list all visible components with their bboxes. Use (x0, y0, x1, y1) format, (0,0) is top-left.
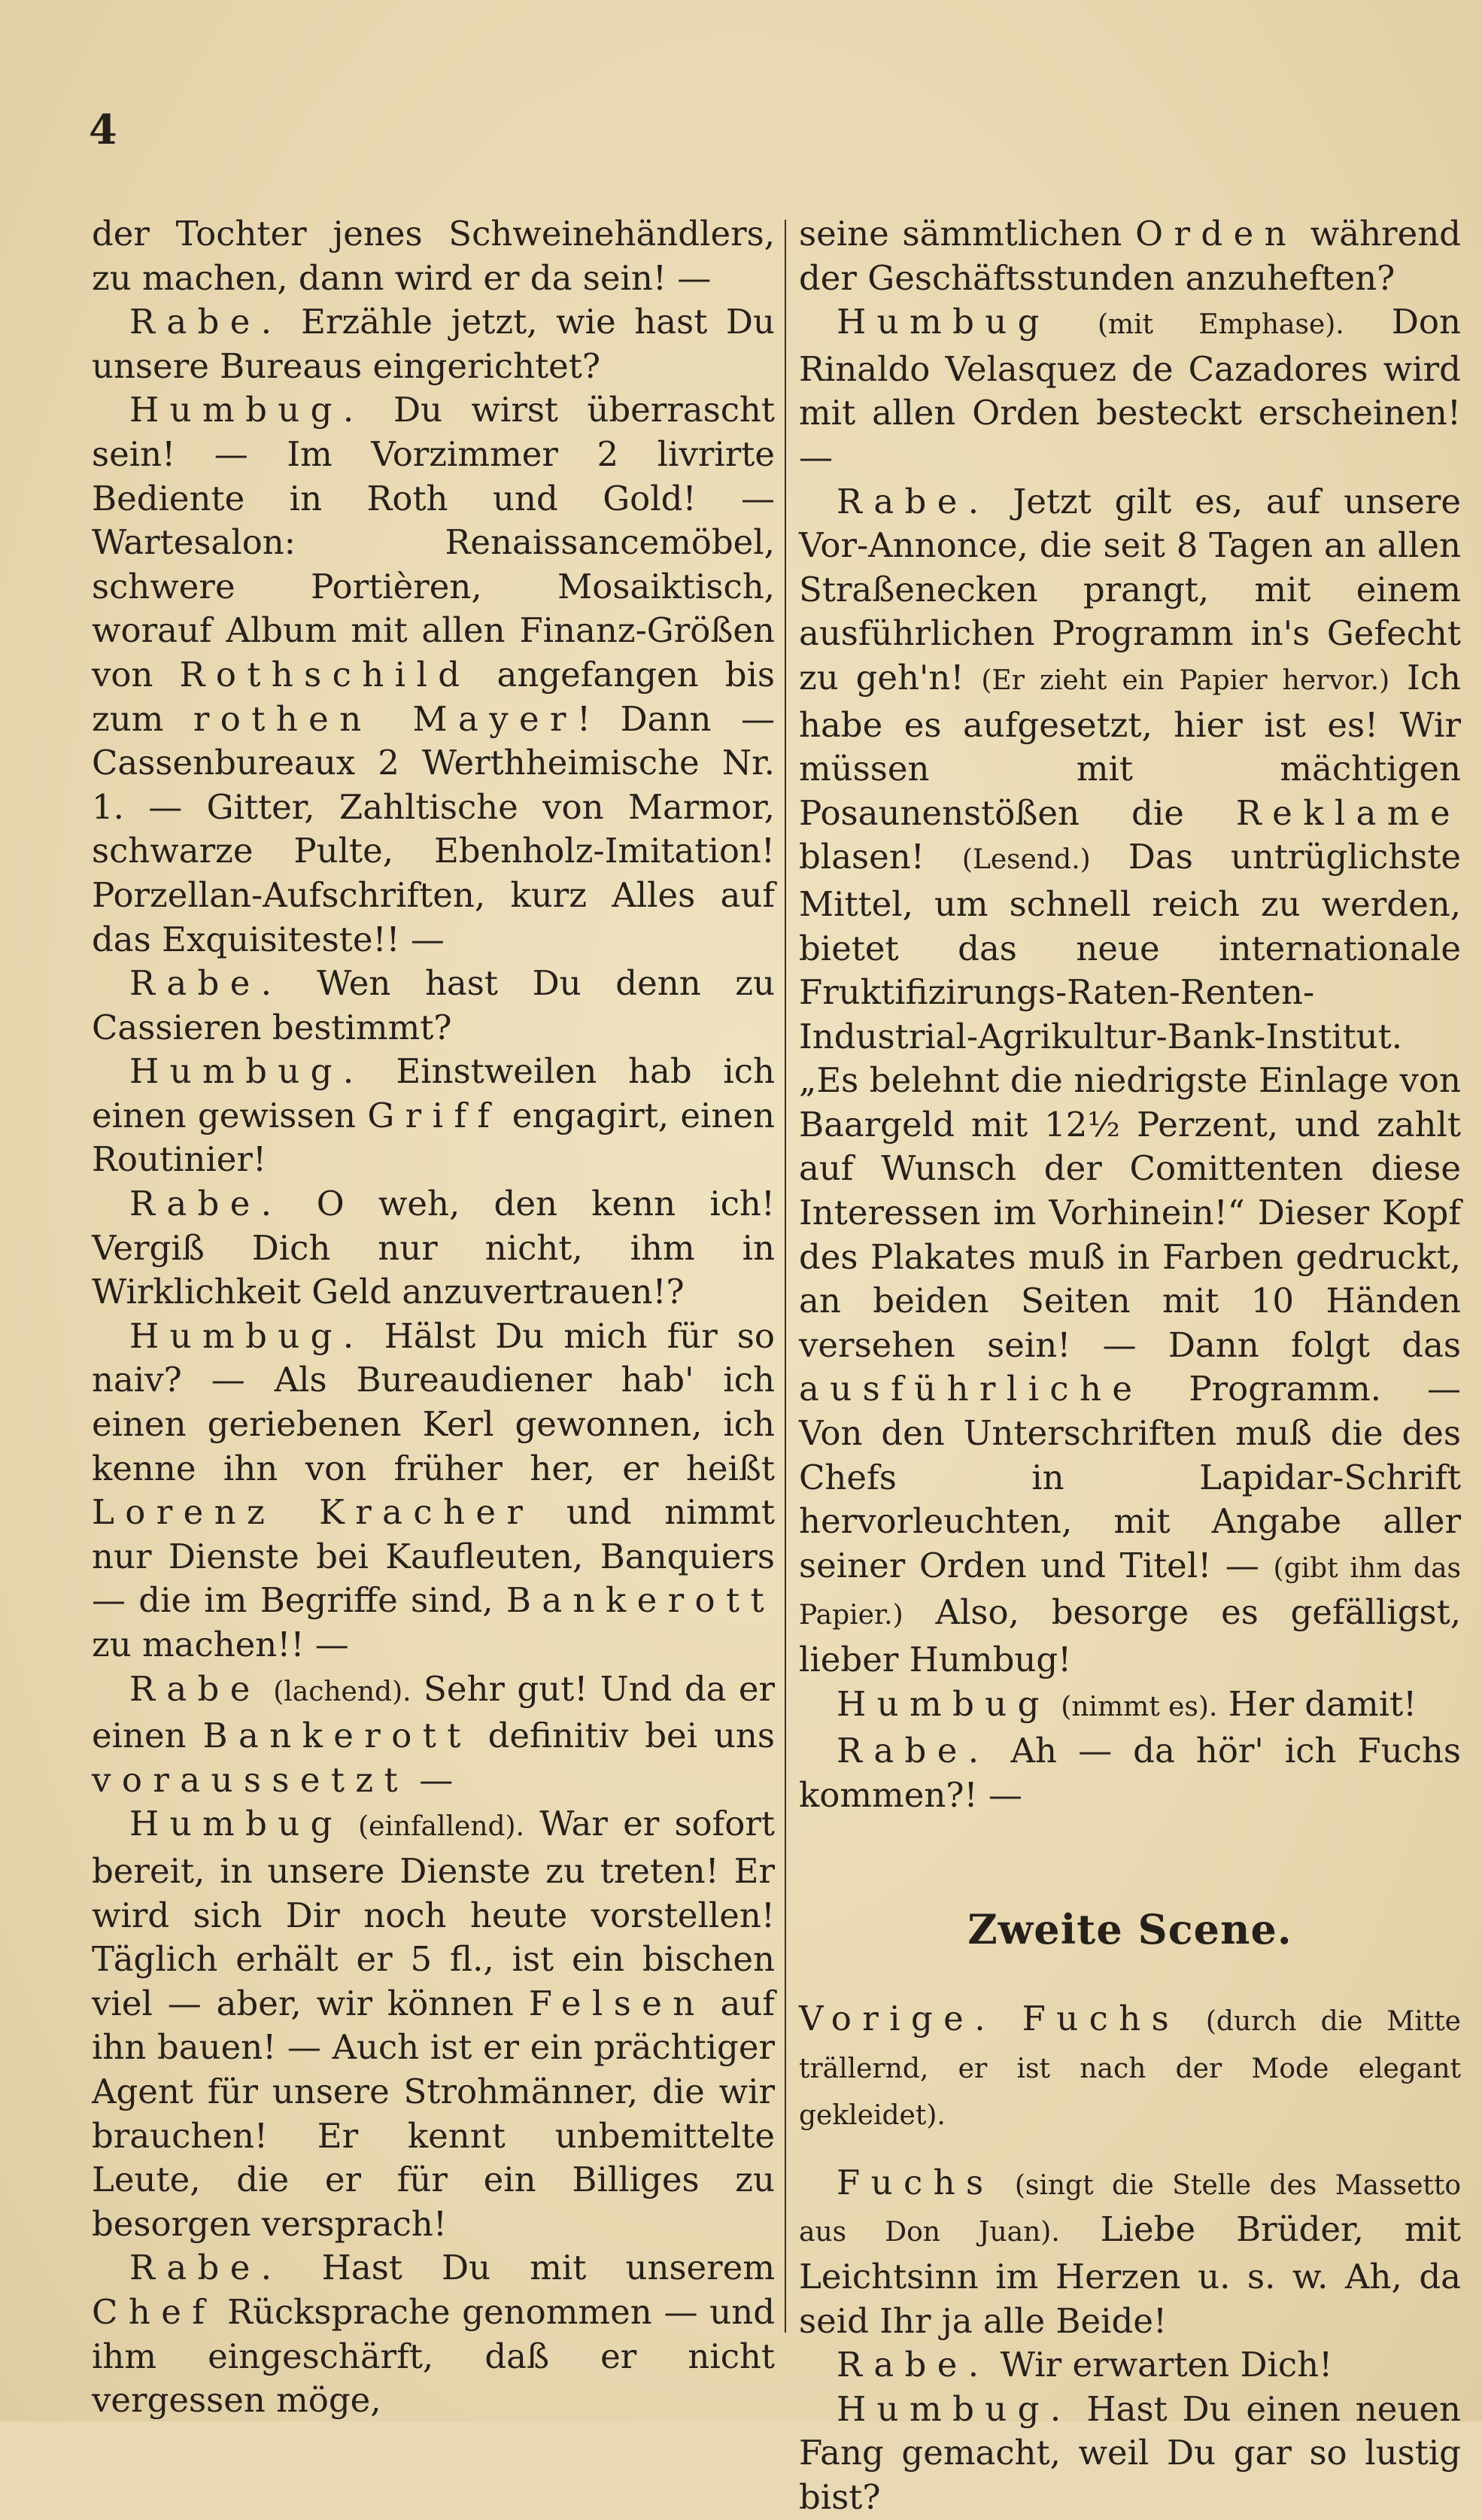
speaker: Rabe. (129, 2248, 283, 2288)
speaker: Humbug. (129, 1051, 365, 1092)
paragraph (799, 2161, 1461, 2343)
speaker: Humbug. (129, 390, 365, 430)
speaker: Fuchs (837, 2162, 995, 2202)
speaker: Rabe. (129, 1184, 283, 1224)
stage-direction: (gibt ihm das Papier.) (799, 1552, 1462, 1631)
dialogue-text: Hast Du mit unserem (282, 2248, 775, 2288)
dialogue-text: angefangen bis zum (92, 654, 775, 739)
dialogue-text: Wen hast Du denn zu Cassieren bestimmt? (92, 963, 775, 1047)
dialogue-text: zu machen!! — (92, 1625, 349, 1664)
dialogue-text: Also, besorge es gefälligst, lieber Humbug! (799, 1592, 1461, 1679)
spaced-name: Fuchs (1022, 1998, 1180, 2038)
right-column (799, 212, 1461, 2520)
paragraph (92, 1050, 775, 1182)
speaker: Rabe. (837, 2345, 990, 2385)
scene-intro (799, 1997, 1461, 2139)
dialogue-text: Du wirst überrascht sein! — Im Vorzimmer 2 livrirte Bediente in Roth und Gold! — Wartesalon: Renaissancemöbel, schwere Portièren, Mosaiktisch, worauf Album mit allen Finanz-Größen von (92, 390, 775, 695)
paragraph (92, 300, 775, 388)
spaced-name: Lorenz Kracher (92, 1492, 534, 1533)
dialogue-text: Einstweilen hab ich einen gewissen (92, 1051, 775, 1135)
left-column (92, 212, 775, 2423)
speaker: Vorige. (799, 1998, 996, 2038)
paragraph-text: der Tochter jenes Schweinehändlers, zu machen, dann wird er da sein! — (92, 214, 775, 298)
paragraph (799, 300, 1461, 479)
spaced-name: voraussetzt (92, 1759, 408, 1800)
spaced-name: rothen Mayer (193, 698, 577, 739)
dialogue-text: während der Geschäftsstunden anzuheften? (799, 214, 1461, 298)
spaced-name: ausführliche (799, 1369, 1143, 1409)
spaced-name: Bankerott (202, 1716, 472, 1756)
speaker: Rabe. (129, 302, 283, 342)
dialogue-text: Jetzt gilt es, auf unsere Vor-Annonce, die seit 8 Tagen an allen Straßenecken prangt, mit einem ausführlichen Programm in's Gefecht zu geh'n! (799, 481, 1461, 698)
stage-direction: (einfallend). (358, 1811, 524, 1843)
spaced-name: Rothschild (179, 654, 471, 695)
stage-direction: (singt die Stelle des Massetto aus Don Juan). (799, 2169, 1461, 2248)
speaker: Humbug (837, 1683, 1050, 1724)
dialogue-text: engagirt, einen Routinier! (92, 1095, 775, 1180)
speaker: Humbug. (129, 1315, 365, 1356)
dialogue-text: Rücksprache genommen — und ihm eingeschärft, daß er nicht vergessen möge, (92, 2291, 775, 2421)
dialogue-text: Liebe Brüder, mit Leichtsinn im Herzen u. s. w. Ah, da seid Ihr ja alle Beide! (799, 2209, 1461, 2341)
dialogue-text: blasen! (799, 837, 962, 877)
stage-direction: (nimmt es). (1061, 1691, 1218, 1722)
dialogue-text: Das untrüglichste Mittel, um schnell reich zu werden, bietet das neue internationale Fruktifizirungs-Raten-Renten-Industrial-Agrikultur-Bank-Institut. „Es belehnt die niedrigste Einlage von Baargeld mit 12½ Perzent, und zahlt auf Wunsch der Comittenten diese Interessen im Vorhinein!“ Dieser Kopf des Plakates muß in Farben gedruckt, an beiden Seiten mit 10 Händen versehen sein! — Dann folgt das (799, 837, 1462, 1365)
stage-direction: (mit Emphase). (1097, 309, 1344, 341)
dialogue-text: Erzähle jetzt, wie hast Du unsere Bureaus eingerichtet? (92, 302, 775, 386)
speaker: Rabe. (837, 481, 990, 521)
speaker: Rabe. (129, 963, 283, 1004)
paragraph (92, 1182, 775, 1315)
paragraph (799, 212, 1461, 300)
dialogue-text: und nimmt nur Dienste bei Kaufleuten, Banquiers — die im Begriffe sind, (92, 1492, 776, 1621)
dialogue-text: War er sofort bereit, in unsere Dienste zu treten! Er wird sich Dir noch heute vorstellen! Täglich erhält er 5 fl., ist ein bischen viel — aber, wir können (92, 1804, 775, 2023)
speaker: Humbug (129, 1804, 343, 1844)
dialogue-text: auf ihn bauen! — Auch ist er ein prächtiger Agent für unsere Strohmänner, die wir brauchen! Er kennt unbemittelte Leute, die er für ein Billiges zu besorgen versprach! (92, 1983, 775, 2244)
dialogue-text: Sehr gut! Und da er einen (92, 1668, 775, 1756)
paragraph (92, 2246, 775, 2422)
dialogue-text: definitiv bei uns (471, 1716, 776, 1756)
dialogue-text: Don Rinaldo Velasquez de Cazadores wird mit allen Orden besteckt erscheinen! — (799, 302, 1461, 477)
dialogue-text: Her damit! (1217, 1683, 1417, 1724)
paragraph (92, 212, 775, 300)
speaker: Rabe (129, 1668, 261, 1709)
column-divider (785, 220, 786, 2333)
paragraph (92, 1315, 775, 1667)
stage-direction: (lachend). (273, 1676, 411, 1707)
speaker: Humbug (837, 302, 1050, 342)
dialogue-text: O weh, den kenn ich! Vergiß Dich nur nicht, ihm in Wirklichkeit Geld anzuvertrauen!? (92, 1184, 775, 1312)
dialogue-text: Ah — da hör' ich Fuchs kommen?! — (799, 1731, 1461, 1815)
paragraph (799, 480, 1461, 1683)
paragraph (799, 1683, 1461, 1730)
dialogue-text: ! Dann — Cassenbureaux 2 Werthheimische Nr. 1. — Gitter, Zahltische von Marmor, schwarze Pulte, Ebenholz-Imitation! Porzellan-Aufschriften, kurz Alles auf das Exquisiteste!! — (92, 698, 775, 959)
paragraph (92, 1667, 775, 1803)
paragraph (92, 962, 775, 1050)
paragraph (799, 1729, 1461, 1817)
spaced-name: Bankerott (506, 1580, 775, 1621)
spacer (799, 2139, 1461, 2161)
spaced-name: Reklame (1235, 792, 1461, 833)
dialogue-text: Hälst Du mich für so naiv? — Als Bureaudiener hab' ich einen geriebenen Kerl gewonnen, ich kenne ihn von früher her, er heißt (92, 1315, 775, 1488)
dialogue-text: Programm. — Von den Unterschriften muß die des Chefs in Lapidar-Schrift hervorleuchten, mit Angabe aller seiner Orden und Titel! — (799, 1369, 1461, 1585)
paragraph (799, 2343, 1461, 2388)
stage-direction: (Er zieht ein Papier hervor.) (981, 664, 1390, 696)
spaced-name: Felsen (528, 1983, 706, 2023)
dialogue-text: Hast Du einen neuen Fang gemacht, weil Du gar so lustig bist? (799, 2388, 1461, 2517)
page-number: 4 (89, 105, 117, 154)
dialogue-text: Wir erwarten Dich! (989, 2345, 1333, 2385)
dialogue-text: seine sämmtlichen (799, 214, 1136, 254)
paragraph (799, 2388, 1461, 2520)
stage-direction: (Lesend.) (961, 844, 1091, 876)
spaced-name: Orden (1135, 214, 1297, 254)
speaker: Rabe. (837, 1731, 990, 1771)
spaced-name: Chef (92, 2291, 216, 2332)
scene-heading: Zweite Scene. (967, 1905, 1292, 1954)
speaker: Humbug. (837, 2388, 1072, 2429)
paragraph (92, 1802, 775, 2246)
dialogue-text: — (408, 1759, 454, 1800)
dialogue-text: Ich habe es aufgesetzt, hier ist es! Wir müssen mit mächtigen Posaunenstößen die (799, 657, 1462, 833)
paragraph (92, 388, 775, 962)
stage-direction: (durch die Mitte trällernd, er ist nach der Mode elegant gekleidet). (799, 2005, 1461, 2132)
spaced-name: Griff (367, 1095, 501, 1135)
